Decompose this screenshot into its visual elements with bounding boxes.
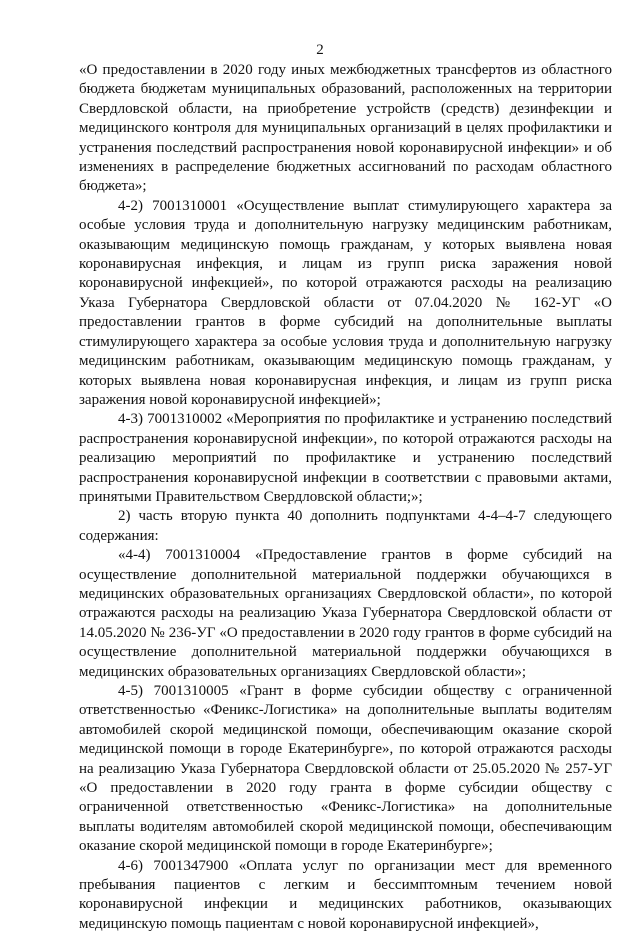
paragraph-amendment-2: 2) часть вторую пункта 40 дополнить подпунктами 4-4–4-7 следующего содержания: <box>79 508 612 544</box>
paragraph-4-4: «4-4) 7001310004 «Предоставление грантов в форме субсидий на осуществление дополнительной материальной поддержки обучающихся в медицинских образовательных организациях Свердловской области», по которой отражаются расходы на реализацию Указа Губернатора Свердловской области от 14.05.2020 № 236-УГ «О предоставлении в 2020 году грантов в форме субсидий на осуществление дополнительной материальной поддержки обучающихся в медицинских образовательных организациях Свердловской области»; <box>79 547 612 680</box>
paragraph-4-5: 4-5) 7001310005 «Грант в форме субсидии обществу с ограниченной ответственностью «Феникс-Логистика» на дополнительные выплаты водителям автомобилей скорой медицинской помощи, обеспечивающим оказание скорой медицинской помощи в городе Екатеринбурге», по которой отражаются расходы на реализацию Указа Губернатора Свердловской области от 25.05.2020 № 257-УГ «О предоставлении в 2020 году гранта в форме субсидии обществу с ограниченной ответственностью «Феникс-Логистика» на дополнительные выплаты водителям автомобилей скорой медицинской помощи, обеспечивающим оказание скорой медицинской помощи в городе Екатеринбурге»; <box>79 683 612 855</box>
paragraph-4-3: 4-3) 7001310002 «Мероприятия по профилактике и устранению последствий распространения коронавирусной инфекции», по которой отражаются расходы на реализацию мероприятий по профилактике и устранению последствий распространения коронавирусной инфекции в соответствии с правовыми актами, принятыми Правительством Свердловской области;»; <box>79 411 612 505</box>
paragraph-continuation: «О предоставлении в 2020 году иных межбюджетных трансфертов из областного бюджета бюджетам муниципальных образований, расположенных на территории Свердловской области, на приобретение устройств (средств) дезинфекции и медицинского контроля для муниципальных организаций в целях профилактики и устранения последствий распространения новой коронавирусной инфекции» и об изменениях в распределение бюджетных ассигнований по расходам областного бюджета»; <box>79 62 612 195</box>
paragraph-4-2: 4-2) 7001310001 «Осуществление выплат стимулирующего характера за особые условия труда и дополнительную нагрузку медицинским работникам, оказывающим медицинскую помощь гражданам, у которых выявлена новая коронавирусная инфекция, и лицам из групп риска заражения новой коронавирусной инфекцией», по которой отражаются расходы на реализацию Указа Губернатора Свердловской области от 07.04.2020 № 162-УГ «О предоставлении грантов в форме субсидий на дополнительные выплаты стимулирующего характера за особые условия труда и дополнительную нагрузку медицинским работникам, оказывающим медицинскую помощь гражданам, у которых выявлена новая коронавирусная инфекция, и лицам из групп риска заражения новой коронавирусной инфекцией»; <box>79 197 612 408</box>
paragraph-4-6: 4-6) 7001347900 «Оплата услуг по организации мест для временного пребывания пациентов с легким и бессимптомным течением новой коронавирусной инфекции и медицинских работников, оказывающих медицинскую помощь пациентам с новой коронавирусной инфекцией», <box>79 857 612 932</box>
document-body <box>79 61 612 934</box>
page-number: 2 <box>316 42 324 58</box>
